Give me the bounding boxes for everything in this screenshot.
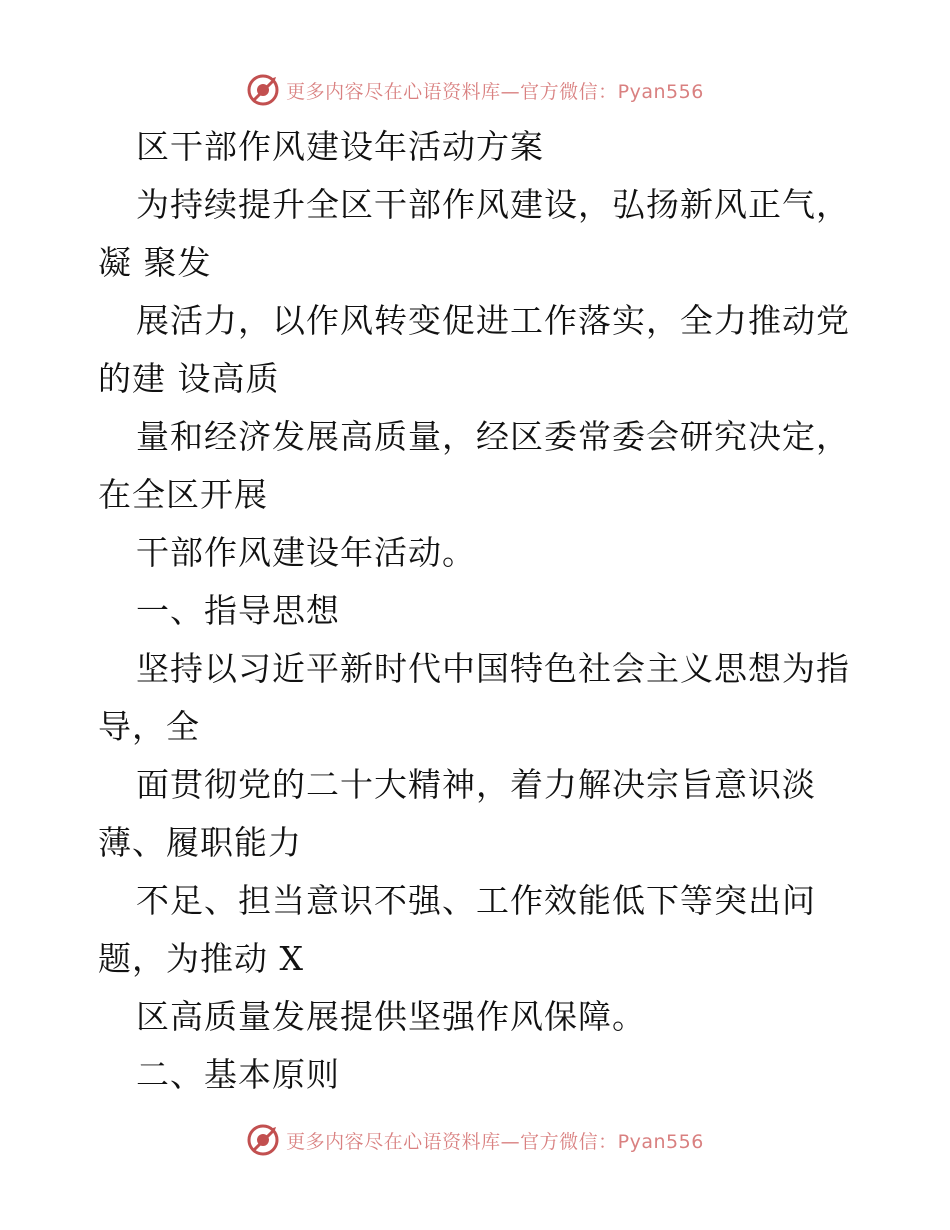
paragraph-line: 薄、履职能力 [98, 823, 302, 862]
paragraph-line: 凝 聚发 [98, 243, 212, 282]
section-heading: 一、指导思想 [136, 591, 340, 630]
header-watermark [0, 70, 950, 110]
paragraph-line: 区高质量发展提供坚强作风保障。 [136, 997, 646, 1036]
paragraph-line: 为持续提升全区干部作风建设，弘扬新风正气， [136, 185, 850, 224]
paragraph-line: 量和经济发展高质量，经区委常委会研究决定， [136, 417, 850, 456]
section-heading: 二、基本原则 [136, 1055, 340, 1094]
pen-logo-icon [246, 1123, 280, 1157]
footer-watermark [0, 1120, 950, 1160]
document-title: 区干部作风建设年活动方案 [136, 127, 544, 166]
paragraph-line: 展活力，以作风转变促进工作落实，全力推动党 [136, 301, 850, 340]
paragraph-line: 的建 设高质 [98, 359, 280, 398]
watermark-text: 更多内容尽在心语资料库—官方微信：Pyan556 [286, 80, 704, 103]
paragraph-line: 在全区开展 [98, 475, 268, 514]
paragraph-line: 题，为推动 X [98, 939, 304, 978]
paragraph-line: 干部作风建设年活动。 [136, 533, 476, 572]
watermark-text: 更多内容尽在心语资料库—官方微信：Pyan556 [286, 1130, 704, 1153]
paragraph-line: 导，全 [98, 707, 200, 746]
paragraph-line: 面贯彻党的二十大精神，着力解决宗旨意识淡 [136, 765, 816, 804]
paragraph-line: 坚持以习近平新时代中国特色社会主义思想为指 [136, 649, 850, 688]
paragraph-line: 不足、担当意识不强、工作效能低下等突出问 [136, 881, 816, 920]
pen-logo-icon [246, 73, 280, 107]
document-body [98, 118, 858, 1104]
